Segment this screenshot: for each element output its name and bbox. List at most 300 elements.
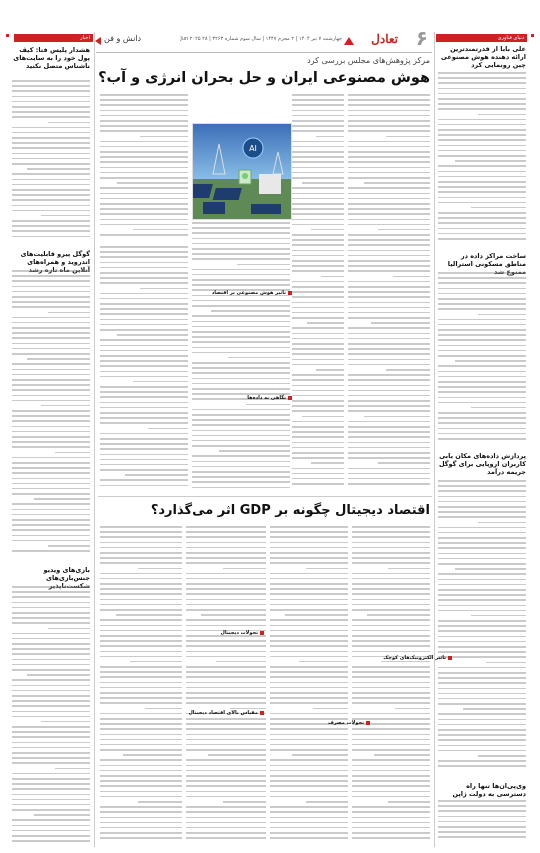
text-line: [292, 379, 344, 381]
text-line: [12, 441, 90, 443]
text-line: [55, 452, 90, 454]
text-line: [100, 785, 182, 787]
text-line: [12, 804, 90, 806]
text-line: [438, 677, 526, 679]
text-line: [348, 198, 430, 200]
text-line: [292, 754, 348, 756]
text-line: [186, 583, 266, 585]
text-line: [352, 759, 430, 761]
text-line: [12, 462, 90, 464]
text-line: [192, 445, 290, 447]
text-line: [41, 405, 90, 407]
text-line: [292, 286, 344, 288]
text-line: [186, 734, 266, 736]
text-line: [12, 205, 90, 207]
text-line: [352, 817, 430, 819]
text-line: [186, 645, 266, 647]
text-line: [438, 197, 526, 199]
text-line: [292, 390, 344, 392]
text-line: [192, 300, 290, 302]
text-line: [348, 457, 430, 459]
section-title: دانش و فن: [104, 34, 142, 43]
text-line: [270, 811, 348, 813]
text-line: [438, 667, 526, 669]
text-line: [12, 384, 90, 386]
text-line: [192, 238, 290, 240]
text-line: [12, 353, 90, 355]
text-line: [192, 232, 290, 234]
text-line: [348, 442, 430, 444]
text-line: [100, 697, 182, 699]
text-line: [438, 277, 526, 279]
text-line: [352, 619, 430, 621]
text-line: [292, 167, 344, 169]
text-line: [270, 692, 348, 694]
text-line: [352, 676, 430, 678]
text-line: [438, 376, 526, 378]
text-line: [12, 586, 90, 588]
top-article-col-5: [192, 222, 290, 494]
text-line: [192, 471, 290, 473]
text-line: [486, 662, 526, 664]
text-line: [438, 651, 526, 653]
text-line: [270, 542, 348, 544]
text-line: [12, 483, 90, 485]
text-line: [438, 563, 526, 565]
text-line: [438, 428, 526, 430]
text-line: [100, 94, 188, 96]
text-line: [12, 436, 90, 438]
text-line: [192, 284, 290, 286]
text-line: [348, 239, 430, 241]
text-line: [100, 557, 182, 559]
text-line: [186, 744, 266, 746]
text-line: [352, 578, 430, 580]
right-item-title-1: علی بابا از قدرتمندترین ارائه دهنده هوش مصنوعی چین رونمایی کرد: [440, 45, 526, 69]
text-line: [100, 454, 188, 456]
text-line: [192, 227, 290, 229]
text-line: [186, 759, 266, 761]
text-line: [270, 822, 348, 824]
text-line: [140, 136, 188, 138]
text-line: [352, 827, 430, 829]
text-line: [270, 770, 348, 772]
text-line: [186, 625, 266, 627]
text-line: [100, 713, 182, 715]
text-line: [12, 840, 90, 842]
text-line: [352, 770, 430, 772]
text-line: [12, 173, 90, 175]
text-line: [270, 588, 348, 590]
text-line: [186, 666, 266, 668]
right-item-title-4: وی‌پی‌ان‌ها تنها راه دسترسی به دولت ژاپن: [452, 782, 526, 798]
text-line: [292, 94, 344, 96]
text-line: [270, 609, 348, 611]
text-line: [270, 625, 348, 627]
subhead-marker-icon: [288, 291, 292, 295]
text-line: [216, 661, 266, 663]
text-line: [348, 177, 430, 179]
text-line: [348, 348, 430, 350]
text-line: [100, 640, 182, 642]
text-line: [230, 708, 266, 710]
text-line: [352, 609, 430, 611]
text-line: [352, 573, 430, 575]
text-line: [100, 734, 182, 736]
text-line: [352, 697, 430, 699]
text-line: [438, 485, 526, 487]
text-line: [12, 395, 90, 397]
text-line: [27, 168, 90, 170]
text-line: [352, 682, 430, 684]
text-line: [186, 609, 266, 611]
text-line: [438, 381, 526, 383]
text-line: [438, 217, 526, 219]
text-line: [12, 612, 90, 614]
text-line: [306, 568, 348, 570]
text-line: [12, 337, 90, 339]
text-line: [12, 101, 90, 103]
text-line: [223, 801, 266, 803]
text-line: [352, 687, 430, 689]
text-line: [186, 619, 266, 621]
text-line: [192, 321, 290, 323]
text-line: [455, 360, 526, 362]
text-line: [12, 540, 90, 542]
left-item-title-1: هشدار پلیس فتا: کیف پول خود را به سایت‌های ناشناس متصل نکنید: [13, 46, 90, 70]
top-article-col-4: [100, 246, 188, 494]
text-line: [192, 279, 290, 281]
text-line: [270, 536, 348, 538]
text-line: [348, 172, 430, 174]
left-item-body-2: [12, 270, 90, 560]
text-line: [186, 832, 266, 834]
right-item-body-1: [438, 72, 526, 248]
text-line: [12, 389, 90, 391]
text-line: [438, 496, 526, 498]
text-line: [348, 436, 430, 438]
text-line: [438, 186, 526, 188]
text-line: [12, 742, 90, 744]
text-line: [100, 599, 182, 601]
text-line: [192, 336, 290, 338]
text-line: [438, 402, 526, 404]
text-line: [438, 729, 526, 731]
text-line: [138, 568, 182, 570]
text-line: [12, 794, 90, 796]
right-item-body-3: [438, 480, 526, 776]
text-line: [192, 331, 290, 333]
right-column-label: دنیای فناوری: [436, 34, 527, 42]
text-line: [348, 161, 430, 163]
text-line: [352, 728, 430, 730]
text-line: [100, 817, 182, 819]
text-line: [292, 364, 344, 366]
text-line: [270, 557, 348, 559]
text-line: [100, 146, 188, 148]
text-line: [186, 702, 266, 704]
text-line: [100, 547, 182, 549]
text-line: [438, 584, 526, 586]
text-line: [100, 469, 188, 471]
text-line: [192, 367, 290, 369]
text-line: [367, 614, 430, 616]
text-line: [316, 136, 344, 138]
text-line: [270, 713, 348, 715]
text-line: [438, 339, 526, 341]
text-line: [348, 468, 430, 470]
text-line: [12, 653, 90, 655]
right-margin-mark: [531, 34, 534, 37]
text-line: [192, 222, 290, 224]
text-line: [100, 224, 188, 226]
text-line: [438, 831, 526, 833]
text-line: [348, 244, 430, 246]
text-line: [100, 156, 188, 158]
text-line: [192, 419, 290, 421]
text-line: [438, 293, 526, 295]
text-line: [186, 697, 266, 699]
page-header: [96, 26, 432, 53]
text-line: [12, 280, 90, 282]
left-item-body-3: [12, 586, 90, 846]
text-line: [438, 693, 526, 695]
text-line: [186, 526, 266, 528]
text-line: [438, 202, 526, 204]
bottom-article-col-4: [100, 526, 182, 846]
text-line: [186, 588, 266, 590]
text-line: [292, 219, 344, 221]
text-line: [12, 343, 90, 345]
text-line: [270, 656, 348, 658]
text-line: [55, 768, 90, 770]
text-line: [386, 136, 430, 138]
top-article-col-3: [100, 94, 188, 244]
text-line: [100, 780, 182, 782]
text-line: [438, 181, 526, 183]
text-line: [100, 796, 182, 798]
text-line: [292, 333, 344, 335]
text-line: [348, 473, 430, 475]
text-line: [100, 749, 182, 751]
text-line: [292, 281, 344, 283]
text-line: [12, 116, 90, 118]
text-line: [12, 230, 90, 232]
subhead-marker-icon: [448, 656, 452, 660]
text-line: [192, 414, 290, 416]
text-line: [186, 552, 266, 554]
text-line: [100, 682, 182, 684]
text-line: [292, 478, 344, 480]
text-line: [133, 229, 188, 231]
text-line: [292, 312, 344, 314]
text-line: [100, 219, 188, 221]
text-line: [100, 355, 188, 357]
text-line: [192, 430, 290, 432]
text-line: [292, 410, 344, 412]
text-line: [100, 562, 182, 564]
text-line: [100, 593, 182, 595]
bottom-subhead-4: مقیاس بالای اقتصاد دیجیتال: [188, 710, 264, 716]
text-line: [438, 579, 526, 581]
text-line: [100, 687, 182, 689]
text-line: [100, 141, 188, 143]
text-line: [352, 645, 430, 647]
text-line: [292, 187, 344, 189]
text-line: [348, 187, 430, 189]
energy-ai-illustration: [193, 124, 291, 219]
text-line: [192, 383, 290, 385]
text-line: [292, 270, 344, 272]
text-line: [133, 381, 188, 383]
text-line: [292, 405, 344, 407]
text-line: [438, 682, 526, 684]
text-line: [438, 365, 526, 367]
text-line: [438, 212, 526, 214]
text-line: [270, 640, 348, 642]
right-item-body-4: [438, 800, 526, 846]
text-line: [292, 317, 344, 319]
text-line: [12, 788, 90, 790]
text-line: [192, 466, 290, 468]
text-line: [192, 362, 290, 364]
text-line: [186, 536, 266, 538]
text-line: [12, 369, 90, 371]
text-line: [186, 728, 266, 730]
text-line: [100, 345, 188, 347]
text-line: [100, 360, 188, 362]
text-line: [438, 765, 526, 767]
text-line: [348, 104, 430, 106]
text-line: [12, 96, 90, 98]
text-line: [100, 526, 182, 528]
text-line: [438, 558, 526, 560]
text-line: [12, 348, 90, 350]
text-line: [348, 333, 430, 335]
text-line: [438, 734, 526, 736]
page-number: ۶: [415, 26, 428, 50]
text-line: [438, 176, 526, 178]
text-line: [186, 780, 266, 782]
photo-ai-label: AI: [249, 144, 257, 153]
text-line: [292, 265, 344, 267]
text-line: [186, 573, 266, 575]
text-line: [378, 229, 430, 231]
text-line: [471, 615, 526, 617]
text-line: [348, 296, 430, 298]
text-line: [292, 400, 344, 402]
text-line: [348, 270, 430, 272]
subhead-marker-icon: [260, 631, 264, 635]
text-line: [438, 303, 526, 305]
text-line: [270, 682, 348, 684]
text-line: [438, 438, 526, 440]
text-line: [192, 248, 290, 250]
text-line: [12, 379, 90, 381]
text-line: [270, 702, 348, 704]
text-line: [12, 509, 90, 511]
text-line: [12, 301, 90, 303]
text-line: [292, 151, 344, 153]
text-line: [292, 203, 344, 205]
text-line: [438, 703, 526, 705]
text-line: [41, 215, 90, 217]
text-line: [348, 156, 430, 158]
text-line: [100, 666, 182, 668]
text-line: [438, 739, 526, 741]
text-line: [438, 589, 526, 591]
text-line: [100, 208, 188, 210]
text-line: [292, 161, 344, 163]
text-line: [348, 353, 430, 355]
text-line: [100, 203, 188, 205]
text-line: [12, 716, 90, 718]
text-line: [348, 385, 430, 387]
text-line: [438, 397, 526, 399]
text-line: [438, 816, 526, 818]
text-line: [12, 550, 90, 552]
text-line: [12, 410, 90, 412]
text-line: [352, 666, 430, 668]
text-line: [292, 130, 344, 132]
text-line: [100, 110, 188, 112]
subhead-marker-icon: [260, 711, 264, 715]
text-line: [348, 452, 430, 454]
text-line: [12, 591, 90, 593]
text-line: [292, 421, 344, 423]
text-line: [438, 334, 526, 336]
text-line: [292, 452, 344, 454]
text-line: [100, 234, 188, 236]
text-line: [186, 718, 266, 720]
text-line: [438, 350, 526, 352]
text-line: [352, 796, 430, 798]
text-line: [12, 809, 90, 811]
text-line: [100, 303, 188, 305]
text-line: [12, 194, 90, 196]
text-line: [321, 276, 344, 278]
text-line: [12, 830, 90, 832]
text-line: [186, 599, 266, 601]
text-line: [186, 593, 266, 595]
text-line: [438, 826, 526, 828]
text-line: [270, 583, 348, 585]
text-line: [438, 719, 526, 721]
text-line: [100, 645, 182, 647]
bottom-subhead-3: تحولات دیجیتال: [221, 630, 264, 636]
text-line: [438, 527, 526, 529]
text-line: [100, 531, 182, 533]
text-line: [292, 431, 344, 433]
text-line: [364, 182, 430, 184]
text-line: [100, 130, 188, 132]
text-line: [100, 583, 182, 585]
text-line: [438, 836, 526, 838]
text-line: [270, 547, 348, 549]
text-line: [186, 578, 266, 580]
text-line: [100, 676, 182, 678]
text-line: [12, 783, 90, 785]
text-line: [352, 780, 430, 782]
text-line: [100, 177, 188, 179]
text-line: [292, 457, 344, 459]
text-line: [100, 448, 188, 450]
text-line: [455, 160, 526, 162]
subhead-marker-icon: [366, 721, 370, 725]
text-line: [12, 199, 90, 201]
text-line: [211, 310, 290, 312]
text-line: [438, 641, 526, 643]
